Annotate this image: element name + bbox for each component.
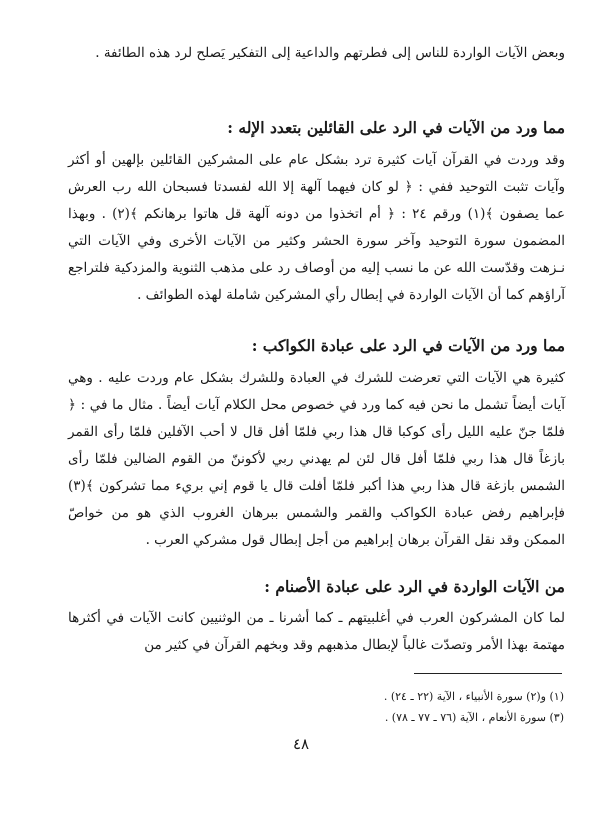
- section-heading-multiple-gods: مما ورد من الآيات في الرد على القائلين بتعدد الإله :: [227, 118, 565, 137]
- section-body-multiple-gods: وقد وردت في القرآن آيات كثيرة ترد بشكل عام على المشركين القائلين بإلهين أو أكثر وآيات تثبت التوحيد ففي : ﴿ لو كان فيهما آلهة إلا الله لفسدتا فسبحان الله رب العرش عما يصفون ﴾(١) ورقم ٢٤ : ﴿ أم اتخذوا من دونه آلهة قل هاتوا برهانكم ﴾(٢) . وبهذا المضمون سورة التوحيد وآخر سورة الحشر وكثير من الآيات الأخرى وفي الآيات التي نـزهت وقدّست الله عن ما نسب إليه من أوصاف رد على مذهب الثنوية والمزدكية فلتراجع آراؤهم كما أن الآيات الواردة في إبطال رأي المشركين شاملة لهذه الطوائف .: [68, 152, 566, 303]
- section-body-idol-worship: لما كان المشركون العرب في أغلبيتهم ـ كما أشرنا ـ من الوثنيين كانت الآيات في أكثرها مهتمة بهذا الأمر وتصدّت غالباً لإبطال مذهبهم وقد وبخهم القرآن في كثير من: [68, 610, 565, 653]
- footnote-1: (١) و(٢) سورة الأنبياء ، الآية (٢٢ ـ ٢٤) .: [383, 690, 564, 703]
- intro-paragraph: وبعض الآيات الواردة للناس إلى فطرتهم والداعية إلى التفكير يَصلح لرد هذه الطائفة .: [95, 45, 565, 61]
- page-number: ٤٨: [292, 735, 310, 753]
- footnote-separator: [414, 673, 562, 674]
- section-heading-star-worship: مما ورد من الآيات في الرد على عبادة الكواكب :: [251, 336, 565, 355]
- section-heading-idol-worship: من الآيات الواردة في الرد على عبادة الأصنام :: [264, 577, 565, 596]
- footnote-2: (٣) سورة الأنعام ، الآية (٧٦ ـ ٧٧ ـ ٧٨) .: [384, 711, 564, 724]
- section-body-star-worship: كثيرة هي الآيات التي تعرضت للشرك في العبادة وللشرك بشكل عام وردت عليه . وهي آيات أيضاً تشمل ما نحن فيه كما ورد في خصوص محل الكلام آيات أيضاً . مثال ما في : ﴿ فلمّا جنّ عليه الليل رأى كوكبا قال هذا ربي فلمّا أفل قال لا أحب الآفلين فلمّا رأى القمر بازغاً قال هذا ربي فلمّا أفل قال لئن لم يهدني ربي لأكوننّ من القوم الضالين فلمّا رأى الشمس بازغة قال هذا ربي هذا أكبر فلمّا أفلت قال يا قوم إني بريء مما تشركون ﴾(٣) فإبراهيم رفض عبادة الكواكب والقمر والشمس ببرهان الغروب الذي هو من خواصّ الممكن وقد نقل القرآن برهان إبراهيم من أجل إبطال قول مشركي العرب .: [68, 370, 565, 548]
